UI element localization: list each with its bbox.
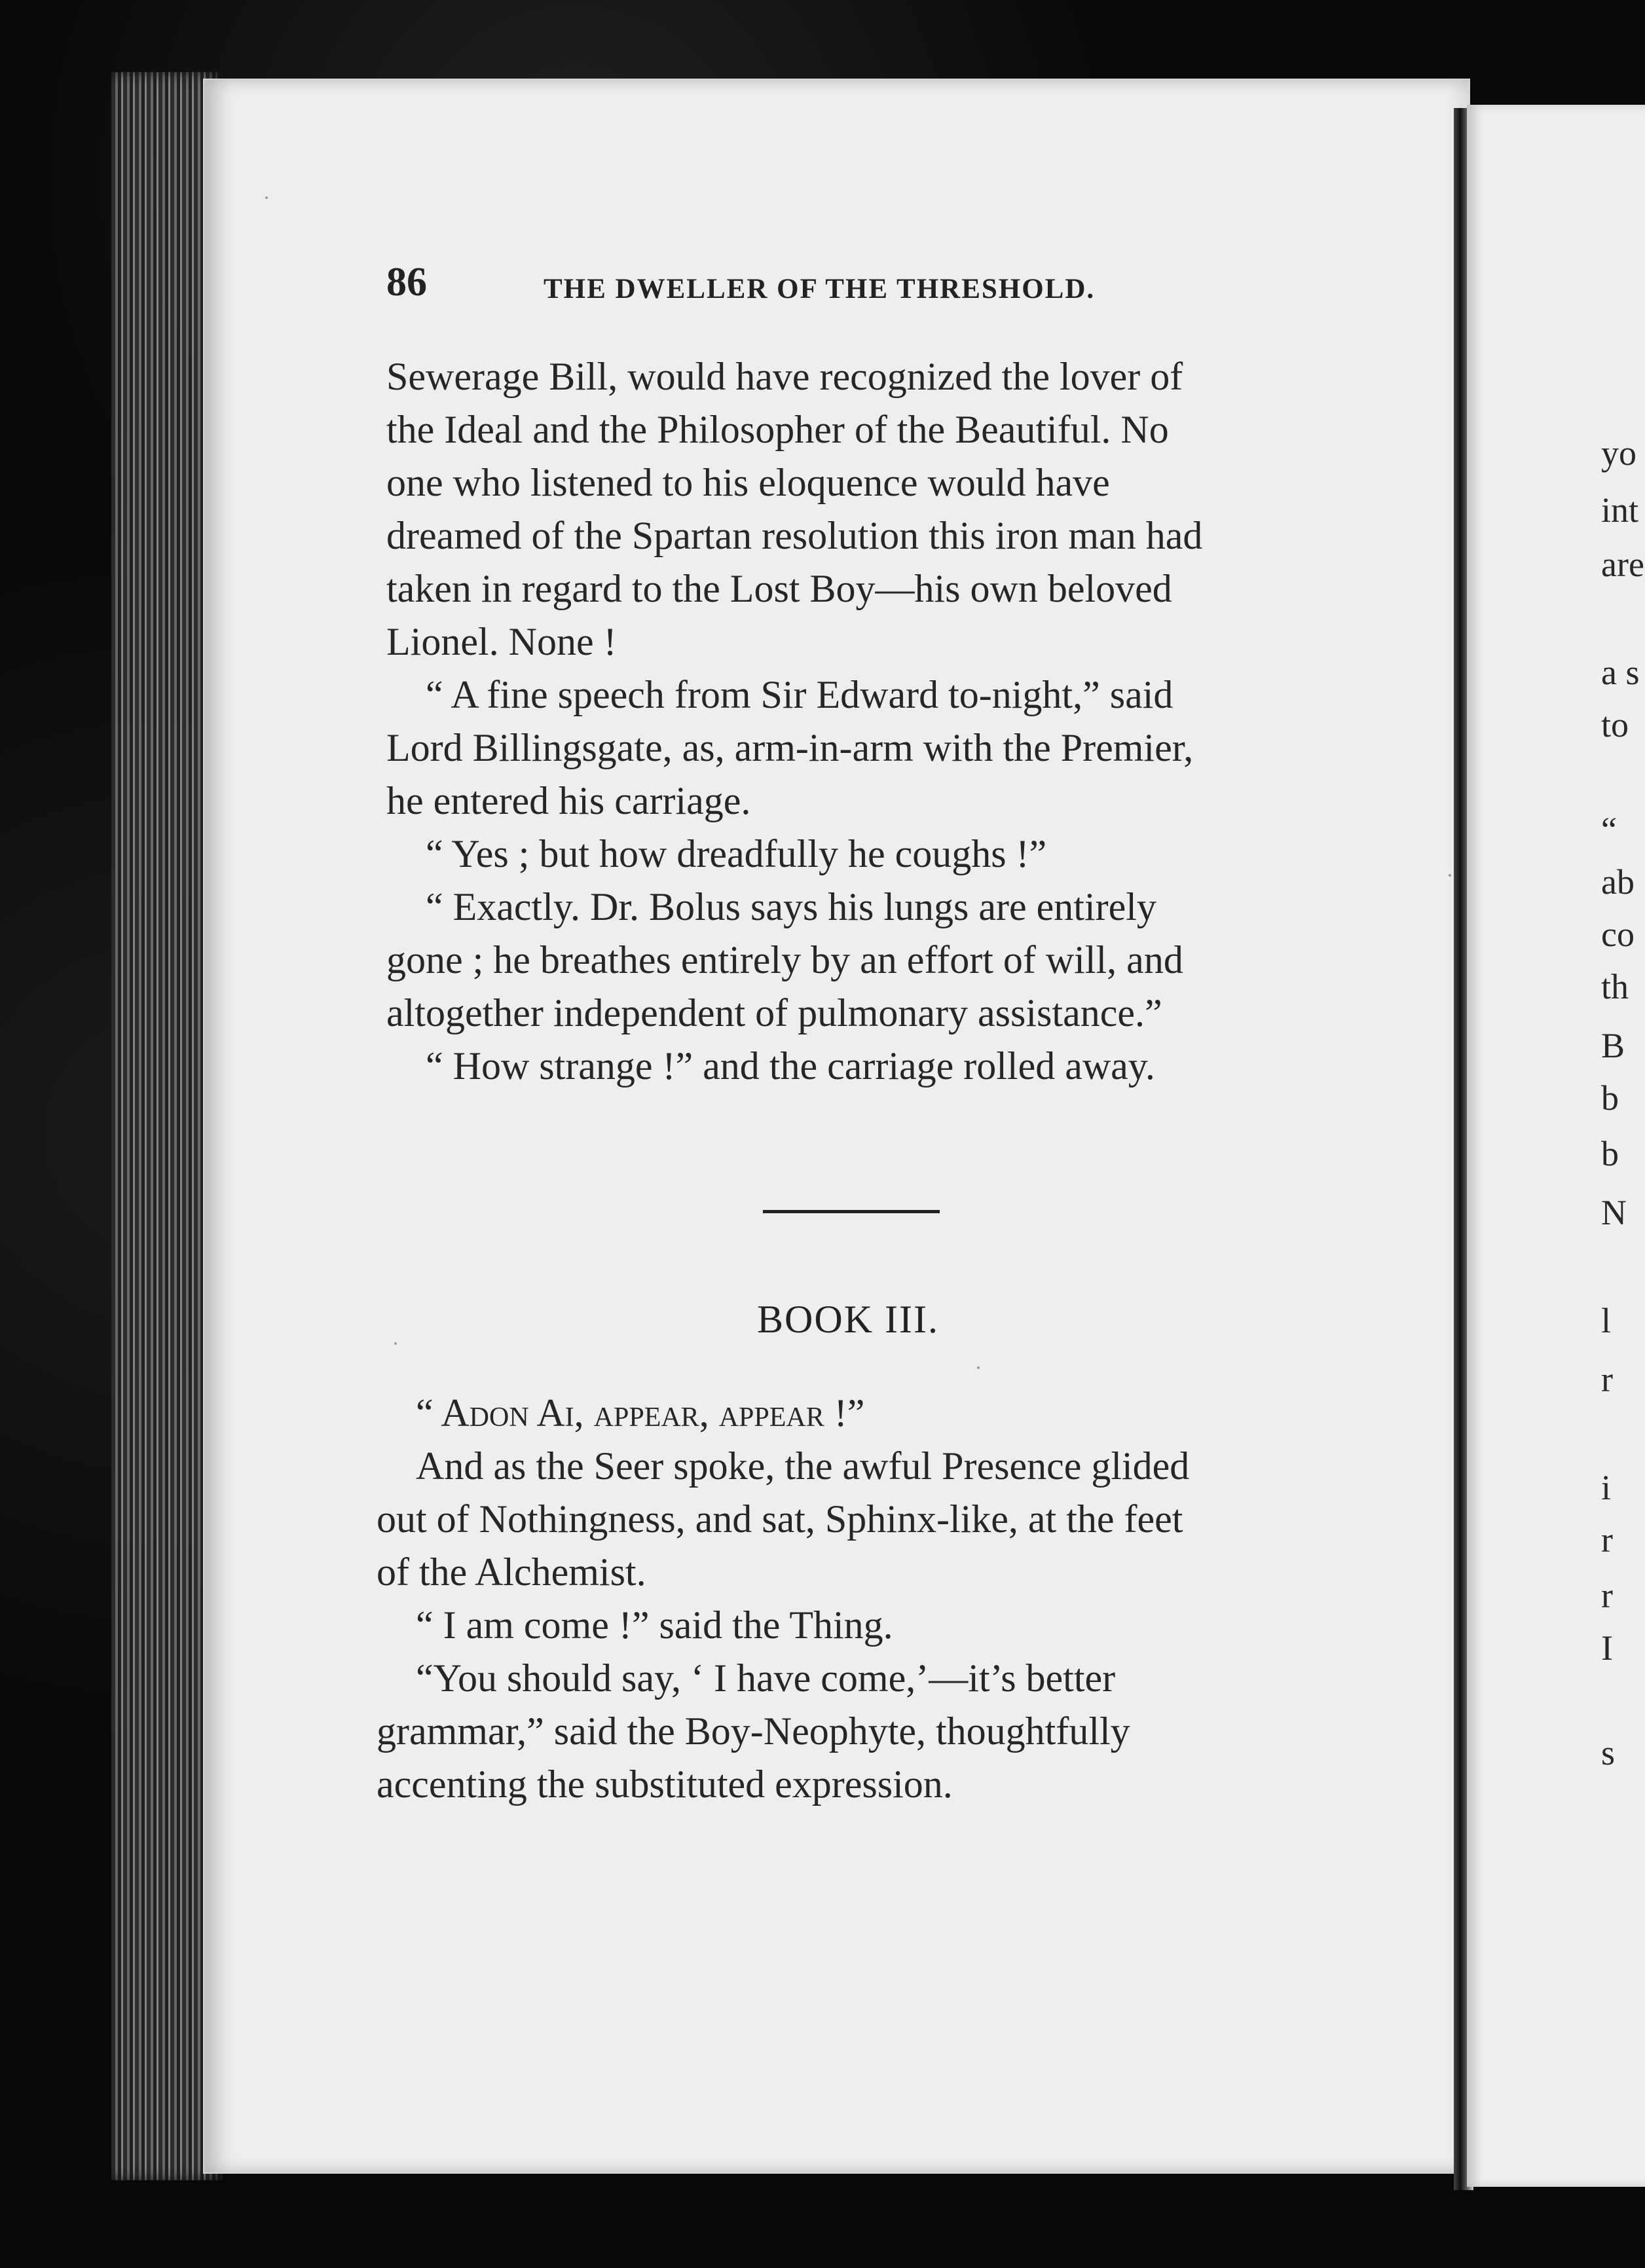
facing-page-text-fragments — [1601, 0, 1645, 2268]
facing-text-fragment: b — [1601, 1134, 1619, 1173]
facing-text-fragment: “ — [1601, 810, 1617, 849]
facing-text-fragment: yo — [1601, 433, 1636, 473]
text-line: gone ; he breathes entirely by an effort of will, and — [386, 938, 1183, 981]
facing-text-fragment: th — [1601, 967, 1629, 1006]
facing-text-fragment: b — [1601, 1078, 1619, 1118]
facing-text-fragment: int — [1601, 490, 1639, 530]
text-line: “ I am come !” said the Thing. — [416, 1603, 893, 1647]
text-line: out of Nothingness, and sat, Sphinx-like, at the feet — [377, 1497, 1183, 1541]
facing-text-fragment: N — [1601, 1193, 1627, 1232]
text-line: grammar,” said the Boy-Neophyte, thoughtfully — [377, 1710, 1130, 1753]
print-speckle — [265, 196, 268, 199]
facing-text-fragment: a s — [1601, 653, 1640, 692]
facing-text-fragment: l — [1601, 1301, 1612, 1340]
page-number: 86 — [386, 260, 427, 304]
facing-text-fragment: are — [1601, 545, 1644, 584]
print-speckle — [1449, 874, 1451, 877]
facing-text-fragment: ab — [1601, 862, 1635, 902]
text-line: And as the Seer spoke, the awful Presence glided — [416, 1444, 1190, 1488]
text-line: “ Exactly. Dr. Bolus says his lungs are entirely — [426, 885, 1156, 928]
print-speckle — [977, 1366, 980, 1369]
facing-text-fragment: r — [1601, 1576, 1613, 1615]
text-line: accenting the substituted expression. — [377, 1763, 953, 1806]
facing-text-fragment: to — [1601, 705, 1629, 744]
text-line: the Ideal and the Philosopher of the Beautiful. No — [386, 408, 1169, 451]
facing-text-fragment: I — [1601, 1628, 1613, 1668]
text-line: Lord Billingsgate, as, arm-in-arm with the Premier, — [386, 726, 1194, 769]
text-line: taken in regard to the Lost Boy—his own beloved — [386, 567, 1172, 610]
text-line: Sewerage Bill, would have recognized the lover of — [386, 355, 1183, 398]
text-line: “ How strange !” and the carriage rolled away. — [426, 1044, 1155, 1088]
book-title: BOOK III. — [757, 1298, 939, 1341]
facing-text-fragment: B — [1601, 1026, 1625, 1065]
facing-text-fragment: i — [1601, 1468, 1612, 1507]
text-line: “ A fine speech from Sir Edward to-night,” said — [426, 673, 1174, 716]
text-line: he entered his carriage. — [386, 779, 751, 822]
facing-text-fragment: r — [1601, 1360, 1613, 1399]
section-divider — [763, 1210, 940, 1213]
text-line: “You should say, ‘ I have come,’—it’s better — [416, 1656, 1116, 1700]
page-header — [386, 262, 1218, 314]
text-line: altogether independent of pulmonary assistance.” — [386, 991, 1162, 1034]
facing-text-fragment: r — [1601, 1520, 1613, 1560]
text-line: dreamed of the Spartan resolution this iron man had — [386, 514, 1203, 557]
bottom-text-block — [377, 1387, 1339, 1811]
text-line: one who listened to his eloquence would have — [386, 461, 1110, 504]
text-line: “ Yes ; but how dreadfully he coughs !” — [426, 832, 1047, 875]
text-line: of the Alchemist. — [377, 1550, 646, 1594]
text-line: “ Adon Ai, appear, appear !” — [416, 1391, 865, 1435]
facing-text-fragment: co — [1601, 915, 1635, 954]
top-text-block — [386, 350, 1336, 1093]
text-line: Lionel. None ! — [386, 620, 617, 663]
running-head: THE DWELLER OF THE THRESHOLD. — [544, 274, 1096, 304]
facing-text-fragment: s — [1601, 1733, 1616, 1772]
print-speckle — [394, 1342, 397, 1345]
